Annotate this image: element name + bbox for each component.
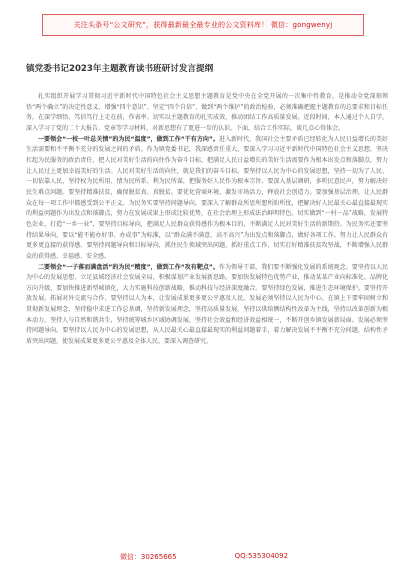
paragraph-section-1 [26,135,388,263]
footer-qq: QQ:535304092 [234,552,289,560]
paragraph-intro [26,92,388,135]
paragraph-text: 扎实组织开展学习贯彻习近平新时代中国特色社会主义思想主题教育是党中央在全党开展的一次集中性教育，是推动全党深刻领悟“两个确立”的决定性意义、增强“四个意识”、坚定“四个自信”、做到“两个维护”的政治检验，必须准确把握主题教育的总要求和目标任务，在深学细悟、笃信笃行上走在前，作表率。切实以主题教育的扎实成效，推动团结工作高质量发展。近段时间，本人通过个人自学，深入学习了党的二十大报告、党章等学习材料，对新思想有了更进一步的认识。下面，结合工作实际，谈几点心得体会。 [26,93,388,132]
paragraph-text: 作为领导干部，我们要不断强化发展的系统观念。要坚持以人民为中心的发展思想，立足县域经济社会发展全局，积极谋划产业发展新思路。要加快发展特色优势产业，推动某某产业向标准化、品牌化方向升级，要加快推进新型城镇化，大力实施科技创新战略，推动科技与经济深度融合。要坚持绿色发展，推进生态环境保护。要坚持开放发展，拓展对外交流与合作。要坚持以人为本，让发展成果更多更公平惠及人民。发展必须坚持以人民为中心。在镇上下要牢固树立和贯彻新发展理念，坚持稳中求进工作总基调，坚持新发展理念，坚持高质量发展，坚持以供给侧结构性改革为主线，坚持以改革创新为根本动力，坚持人与自然和谐共生，坚持统筹城乡区域协调发展，坚持社会效益和经济效益相统一，不断开创乡镇发展新局面。发展必须坚持问题导向。要坚持以人民为中心的发展思想，从人民最关心最直接最现实的利益问题着手，着力解决发展不平衡不充分问题，结构性矛盾突出问题，使发展成果更多更公平惠及全体人民。要深入调查研究， [26,263,388,346]
paragraph-heading: 一要领会“一枝一叶总关情”的为民“温度”，做到工作“干有方向”。 [38,135,219,143]
paragraph-section-2 [26,263,388,348]
document-body [26,92,388,545]
document-title: 镇党委书记2023年主题教育读书班研讨发言提纲 [26,64,214,74]
paragraph-text: 进入新时代，我国社会主要矛盾已经转化为人民日益增长的美好生活需要和不平衡不充分的发展之间的矛盾。作为镇党委书记，我深感责任重大。要深入学习习近平新时代中国特色社会主义思想，坚决扛起为民服务的政治责任，把人民对美好生活的向往作为奋斗目标，把满足人民日益增长的美好生活需要作为根本出发点和落脚点，努力让人民过上更加幸福美好的生活。人民对美好生活的向往，就是我们的奋斗目标。要坚持以人民为中心的发展思想，坚持一切为了人民、一切依靠人民，坚持权为民所用、情为民所系、利为民所谋，把服务好人民作为根本宗旨。要深入基层调研，多听民意民声，努力解决好民生难点问题。要坚持精准扶贫，确保脱贫真、真脱贫。要优化营商环境，激发市场活力，释放社会创造力。要加强基层治理，让人民群众在每一项工作中都感受到公平正义。为民务实要坚持问题导向。要深入了解群众所思所想所盼所忧，把解决好人民最关心最直接最现实的利益问题作为出发点和落脚点，努力在发展成果上形成比较优势，在社会治理上形成法治鲜明特色。切实做到“一村一品”战略，发展特色农业，打造“一乡一业”，要坚持目标导向，把满足人民群众获得感作为根本目的，不断满足人民对美好生活的新期待。为民务实还要坚持结果导向，要以“能不能办好事、办成事”为标准，以“群众满不满意、高不高兴”为出发点和落脚点，做好各项工作。努力让人民群众有更多更直接的获得感。要坚持问题导向和目标导向，抓住民生领域突出问题，抓好重点工作，切实打好精准扶贫攻坚战，不断增强人民群众的获得感、幸福感、安全感。 [26,135,388,260]
promo-banner-text: 关注头条号“公文研究”，获得最新最全最专业的公文资料库！ 微信：gongwenyj [73,21,333,29]
footer-wechat: 微信：30265665 [119,553,177,561]
promo-banner[interactable] [42,14,364,36]
paragraph-heading: 二要领会“一子落而满盘活”的为民“精度”，做到工作“攻有靶点”。 [38,263,219,271]
contact-footer [0,552,408,562]
